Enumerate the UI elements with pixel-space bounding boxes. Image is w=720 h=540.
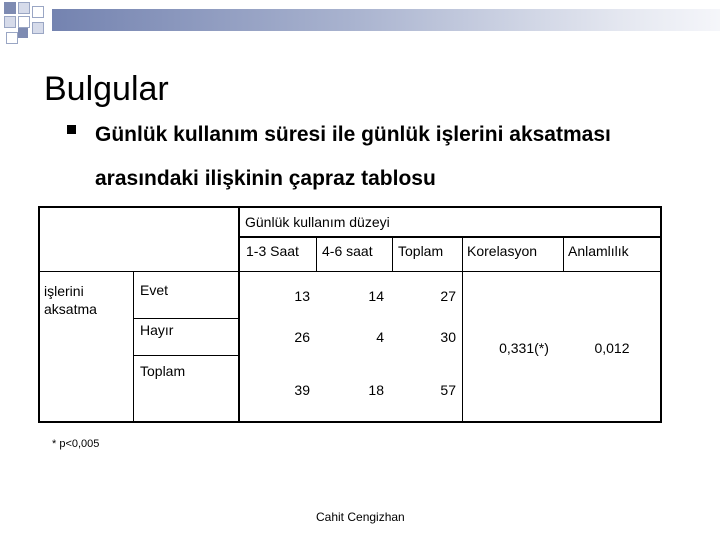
bullet-icon xyxy=(67,125,76,134)
row-header: işlerini aksatma xyxy=(44,283,97,317)
group-header: Günlük kullanım düzeyi xyxy=(245,214,390,230)
table-cell: 39 xyxy=(294,382,310,398)
row-label: Hayır xyxy=(140,322,174,338)
table-cell: 27 xyxy=(440,288,456,304)
column-header: Korelasyon xyxy=(467,243,538,259)
table-cell: 26 xyxy=(294,329,310,345)
table-cell: 57 xyxy=(440,382,456,398)
table-cell: 4 xyxy=(376,329,384,345)
slide-title: Bulgular xyxy=(44,70,169,108)
table-cell: 30 xyxy=(440,329,456,345)
bullet-text: Günlük kullanım süresi ile günlük işlerini aksatması arasındaki ilişkinin çapraz tablosu xyxy=(95,123,611,190)
table-cell: 14 xyxy=(368,288,384,304)
table-cell: 18 xyxy=(368,382,384,398)
correlation-value: 0,331(*) xyxy=(499,340,549,356)
column-header: Toplam xyxy=(398,243,444,259)
column-header: 1-3 Saat xyxy=(246,243,299,259)
row-label: Evet xyxy=(140,282,169,298)
footnote: * p<0,005 xyxy=(52,438,100,450)
column-header: Anlamlılık xyxy=(568,243,629,259)
column-header: 4-6 saat xyxy=(322,243,373,259)
row-label: Toplam xyxy=(140,363,186,379)
title-bar-decoration xyxy=(52,9,720,31)
significance-value: 0,012 xyxy=(594,340,630,356)
table-cell: 13 xyxy=(294,288,310,304)
author-footer: Cahit Cengizhan xyxy=(316,510,405,524)
